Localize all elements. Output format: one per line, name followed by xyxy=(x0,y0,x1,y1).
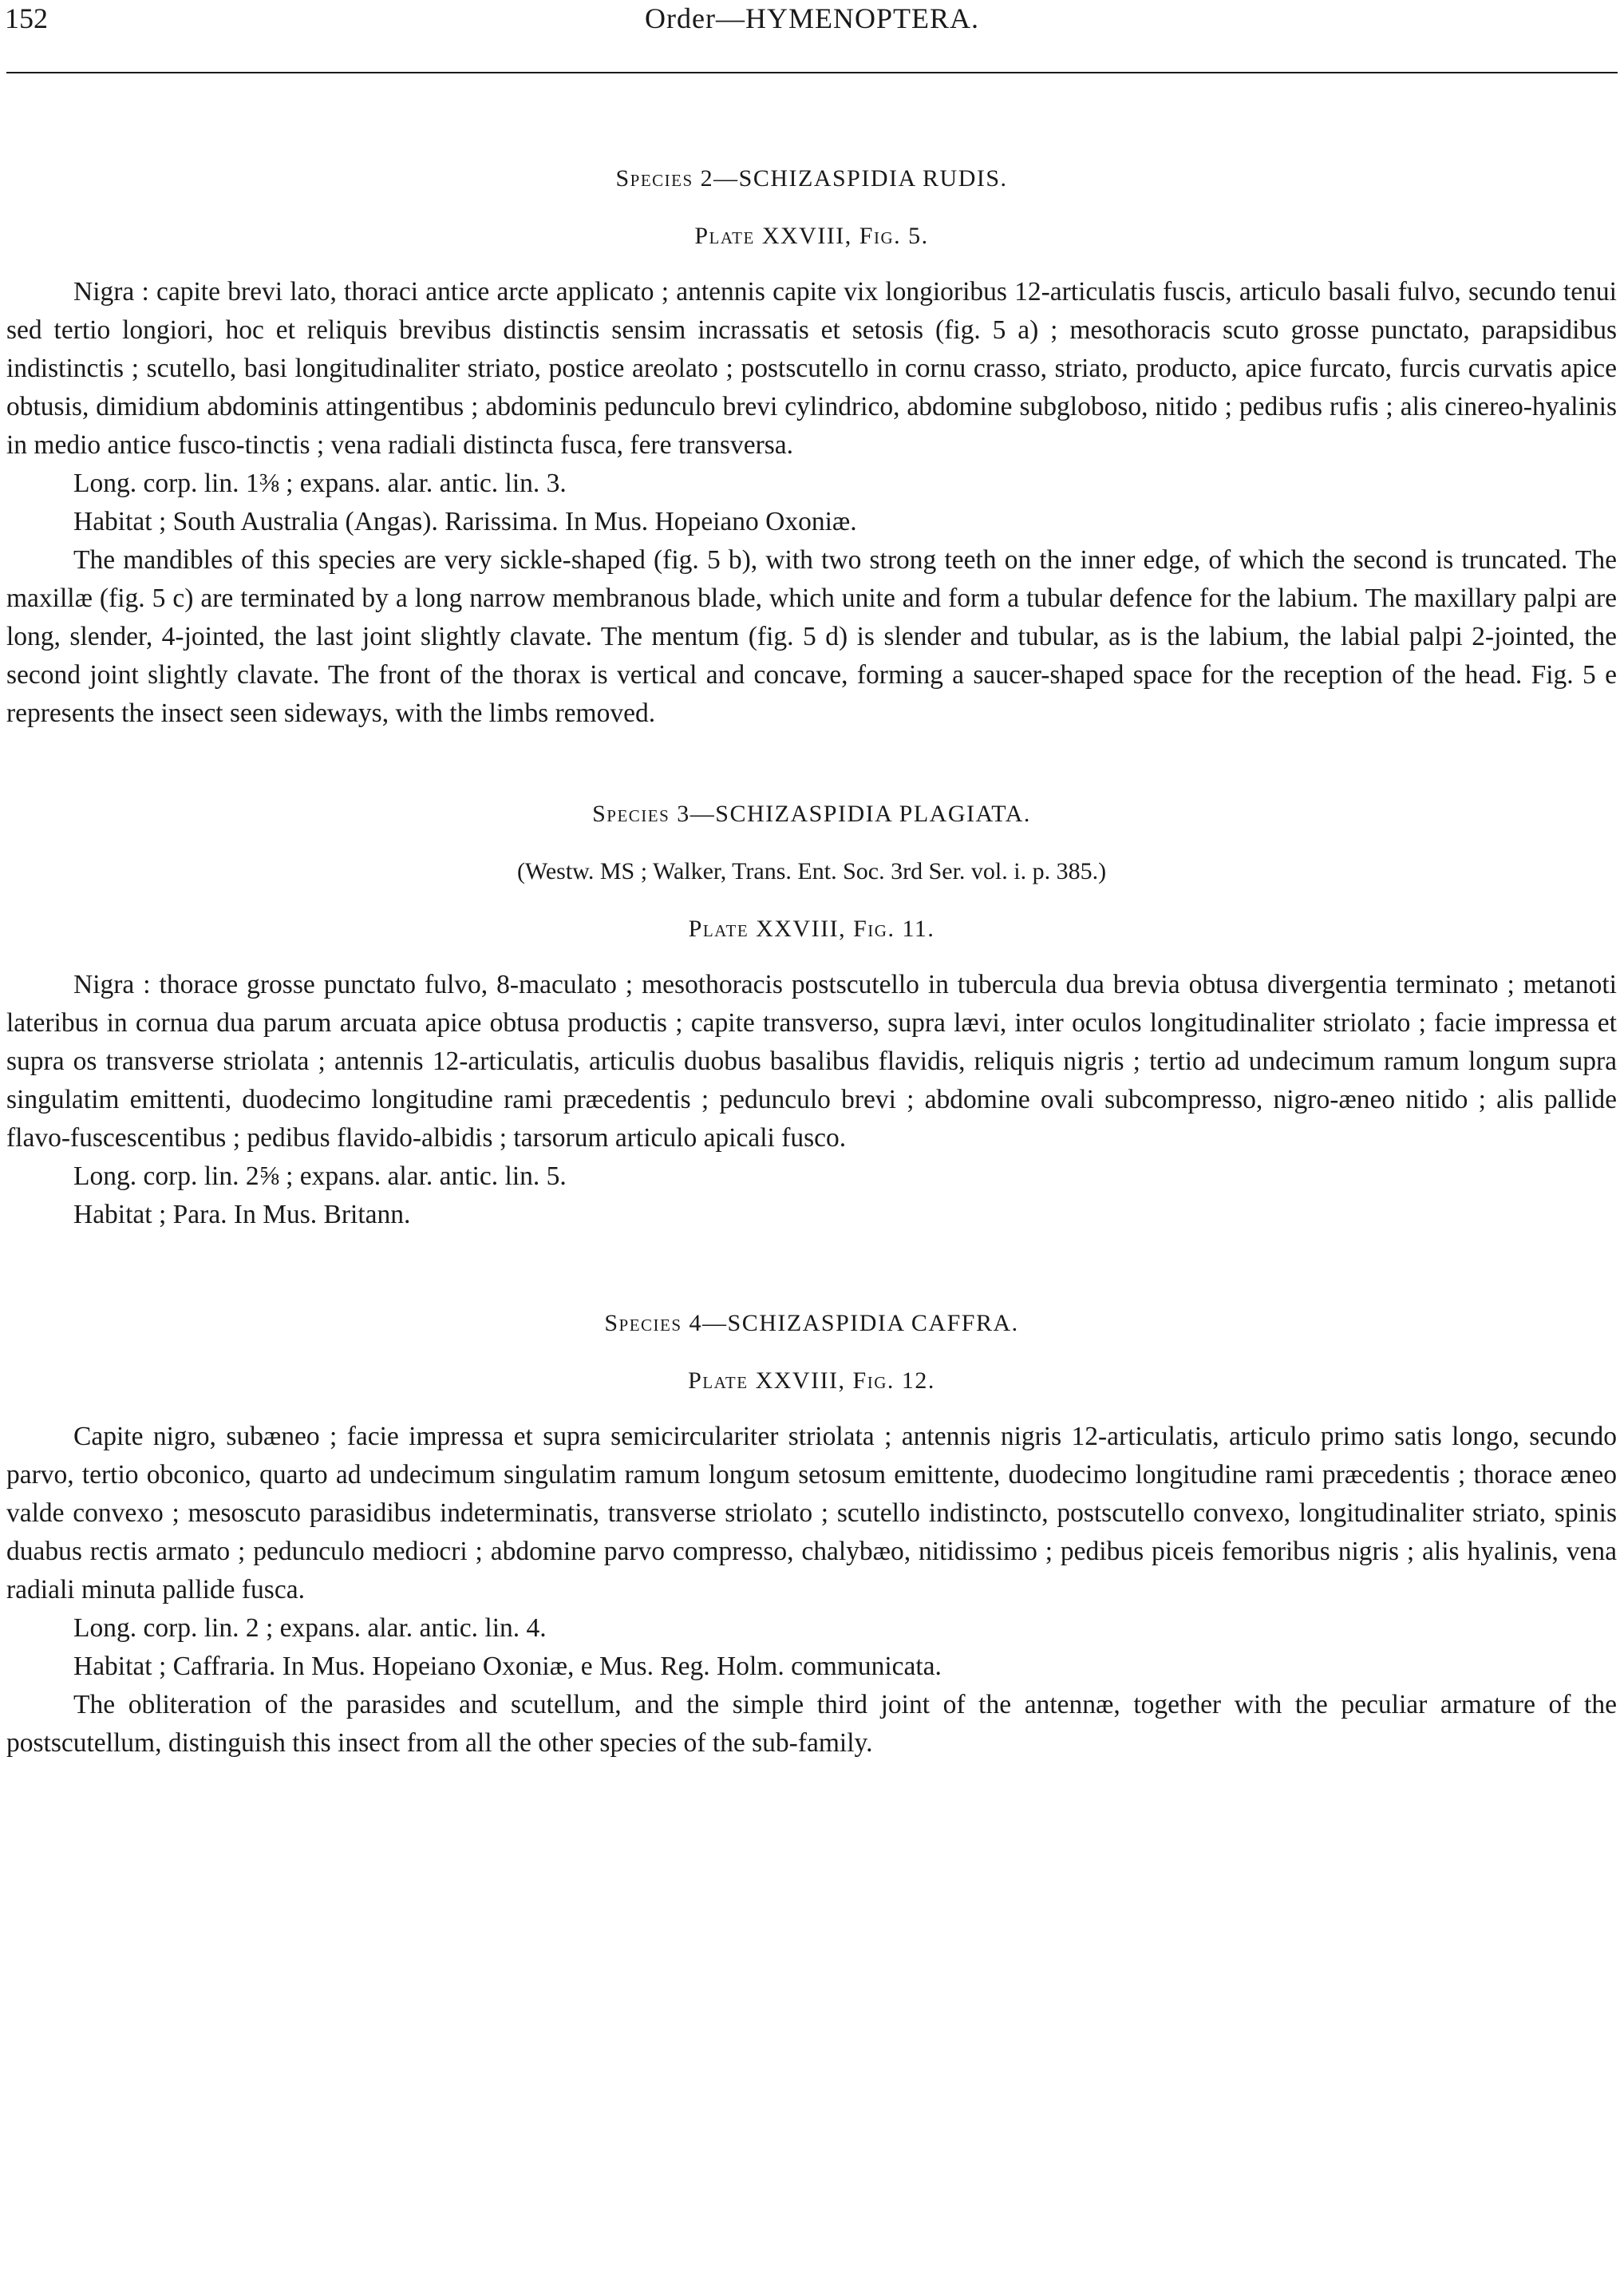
species-section-plagiata xyxy=(6,795,1617,1234)
species-title: Species 4—SCHIZASPIDIA CAFFRA. xyxy=(604,1310,1019,1336)
plate-reference: Plate XXVIII, Fig. 5. xyxy=(694,223,929,249)
plate-reference: Plate XXVIII, Fig. 12. xyxy=(688,1367,935,1394)
habitat: Habitat ; Para. In Mus. Britann. xyxy=(73,1200,411,1229)
measurements: Long. corp. lin. 2⅝ ; expans. alar. antic. lin. 5. xyxy=(73,1161,567,1191)
page-header xyxy=(0,0,1624,48)
measurements: Long. corp. lin. 2 ; expans. alar. antic. lin. 4. xyxy=(73,1613,547,1643)
latin-diagnosis: Capite nigro, subæneo ; facie impressa et supra semicirculariter striolata ; antennis nigris 12-articulatis, articulo primo satis longo, secundo parvo, tertio obconico, quarto ad undecimum singulatim ramum longum setosum emittente, duodecimo longitudine rami præcedentis ; thorace æneo valde convexo ; mesoscuto parasidibus indeterminatis, transverse striolato ; scutello indistincto, postscutello convexo, longitudinaliter striato, spinis duabus rectis armato ; pedunculo mediocri ; abdomine parvo compresso, chalybæo, nitidissimo ; pedibus piceis femoribus nigris ; alis hyalinis, vena radiali minuta pallide fusca. xyxy=(6,1422,1617,1604)
page-body xyxy=(6,160,1617,1763)
species-notes: The mandibles of this species are very sickle-shaped (fig. 5 b), with two strong teeth on the inner edge, of which the second is truncated. The maxillæ (fig. 5 c) are terminated by a long narrow membranous blade, which unite and form a tubular defence for the labium. The maxillary palpi are long, slender, 4-jointed, the last joint slightly clavate. The mentum (fig. 5 d) is slender and tubular, as is the labium, the labial palpi 2-jointed, the second joint slightly clavate. The front of the thorax is vertical and concave, forming a saucer-shaped space for the reception of the head. Fig. 5 e represents the insect seen sideways, with the limbs removed. xyxy=(6,545,1617,728)
habitat: Habitat ; South Australia (Angas). Rarissima. In Mus. Hopeiano Oxoniæ. xyxy=(73,507,857,536)
latin-diagnosis: Nigra : capite brevi lato, thoraci antice arcte applicato ; antennis capite vix longioribus 12-articulatis fuscis, articulo basali fulvo, secundo tenui sed tertio longiori, hoc et reliquis brevibus distinctis sensim incrassatis et setosis (fig. 5 a) ; mesothoracis scuto grosse punctato, parapsidibus indistinctis ; scutello, basi longitudinaliter striato, postice areolato ; postscutello in cornu crasso, striato, producto, apice furcato, furcis curvatis apice obtusis, dimidium abdominis attingentibus ; abdominis pedunculo brevi cylindrico, abdomine subgloboso, nitido ; pedibus rufis ; alis cinereo-hyalinis in medio antice fusco-tinctis ; vena radiali distincta fusca, fere transversa. xyxy=(6,277,1617,460)
latin-diagnosis: Nigra : thorace grosse punctato fulvo, 8-maculato ; mesothoracis postscutello in tubercula dua brevia obtusa divergentia terminato ; metanoti lateribus in cornua dua parum arcuata apice obtusa productis ; capite transverso, supra lævi, inter oculos longitudinaliter striolato ; facie impressa et supra os transverse striolata ; antennis 12-articulatis, articulis duobus basalibus flavidis, reliquis nigris ; tertio ad undecimum ramum longum supra singulatim emittenti, duodecimo longitudine rami præcedentis ; pedunculo brevi ; abdomine ovali subcompresso, nigro-æneo nitido ; alis pallide flavo-fuscescentibus ; pedibus flavido-albidis ; tarsorum articulo apicali fusco. xyxy=(6,970,1617,1153)
species-section-rudis xyxy=(6,160,1617,733)
species-notes: The obliteration of the parasides and scutellum, and the simple third joint of the antennæ, together with the peculiar armature of the postscutellum, distinguish this insect from all the other species of the sub-family. xyxy=(6,1690,1617,1758)
literature-reference: (Westw. MS ; Walker, Trans. Ent. Soc. 3rd Ser. vol. i. p. 385.) xyxy=(516,858,1107,884)
measurements: Long. corp. lin. 1⅜ ; expans. alar. antic. lin. 3. xyxy=(73,469,567,498)
plate-reference: Plate XXVIII, Fig. 11. xyxy=(688,916,935,942)
page-number: 152 xyxy=(5,2,48,34)
species-title: Species 3—SCHIZASPIDIA PLAGIATA. xyxy=(592,801,1031,827)
running-head: Order—HYMENOPTERA. xyxy=(645,2,979,34)
header-rule xyxy=(6,72,1618,73)
habitat: Habitat ; Caffraria. In Mus. Hopeiano Oxoniæ, e Mus. Reg. Holm. communicata. xyxy=(73,1652,942,1681)
species-section-caffra xyxy=(6,1304,1617,1763)
species-title: Species 2—SCHIZASPIDIA RUDIS. xyxy=(615,165,1008,192)
